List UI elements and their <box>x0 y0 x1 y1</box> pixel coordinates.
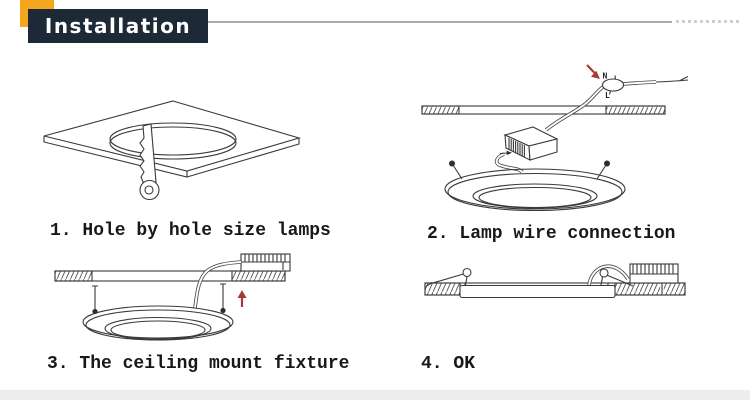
step-2-caption: 2. Lamp wire connection <box>427 224 676 244</box>
wire-connector <box>603 72 624 101</box>
step-4-caption: 4. OK <box>421 354 476 374</box>
header-faint-watermark <box>676 20 742 23</box>
step-3-illustration <box>30 249 360 349</box>
ceiling-cross-section <box>422 106 665 114</box>
spring-pin-right <box>220 284 226 313</box>
driver-box <box>630 264 678 283</box>
spring-pin-left <box>92 286 98 314</box>
bottom-band <box>0 390 750 400</box>
lamp-wire <box>195 262 241 308</box>
step-4-figure <box>415 252 695 374</box>
recessed-lamp <box>445 161 625 211</box>
step-1-illustration <box>30 62 350 217</box>
driver-box <box>241 254 290 271</box>
page-title: Installation <box>44 14 192 38</box>
header-title-box <box>28 9 208 43</box>
step-4-illustration <box>415 252 695 314</box>
up-arrow-icon <box>238 290 247 307</box>
ceiling-cross-section <box>55 271 285 281</box>
header-rule <box>208 21 672 23</box>
recessed-lamp <box>83 306 233 340</box>
step-2-illustration <box>405 57 750 217</box>
step-3-figure <box>30 249 360 374</box>
lamp-panel-installed <box>460 283 615 298</box>
driver-box <box>505 127 557 160</box>
step-1-figure <box>30 62 350 241</box>
hole-saw-tool <box>140 124 159 200</box>
step-2-figure <box>405 57 750 244</box>
wire-label-l: L <box>605 91 610 100</box>
step-1-caption: 1. Hole by hole size lamps <box>50 221 331 241</box>
spring-clip-left <box>449 161 462 180</box>
red-arrow-icon <box>587 65 600 79</box>
ceiling-tile <box>44 101 299 177</box>
wire-label-n: N <box>602 71 608 81</box>
cut-hole <box>110 123 236 159</box>
step-3-caption: 3. The ceiling mount fixture <box>47 354 350 374</box>
